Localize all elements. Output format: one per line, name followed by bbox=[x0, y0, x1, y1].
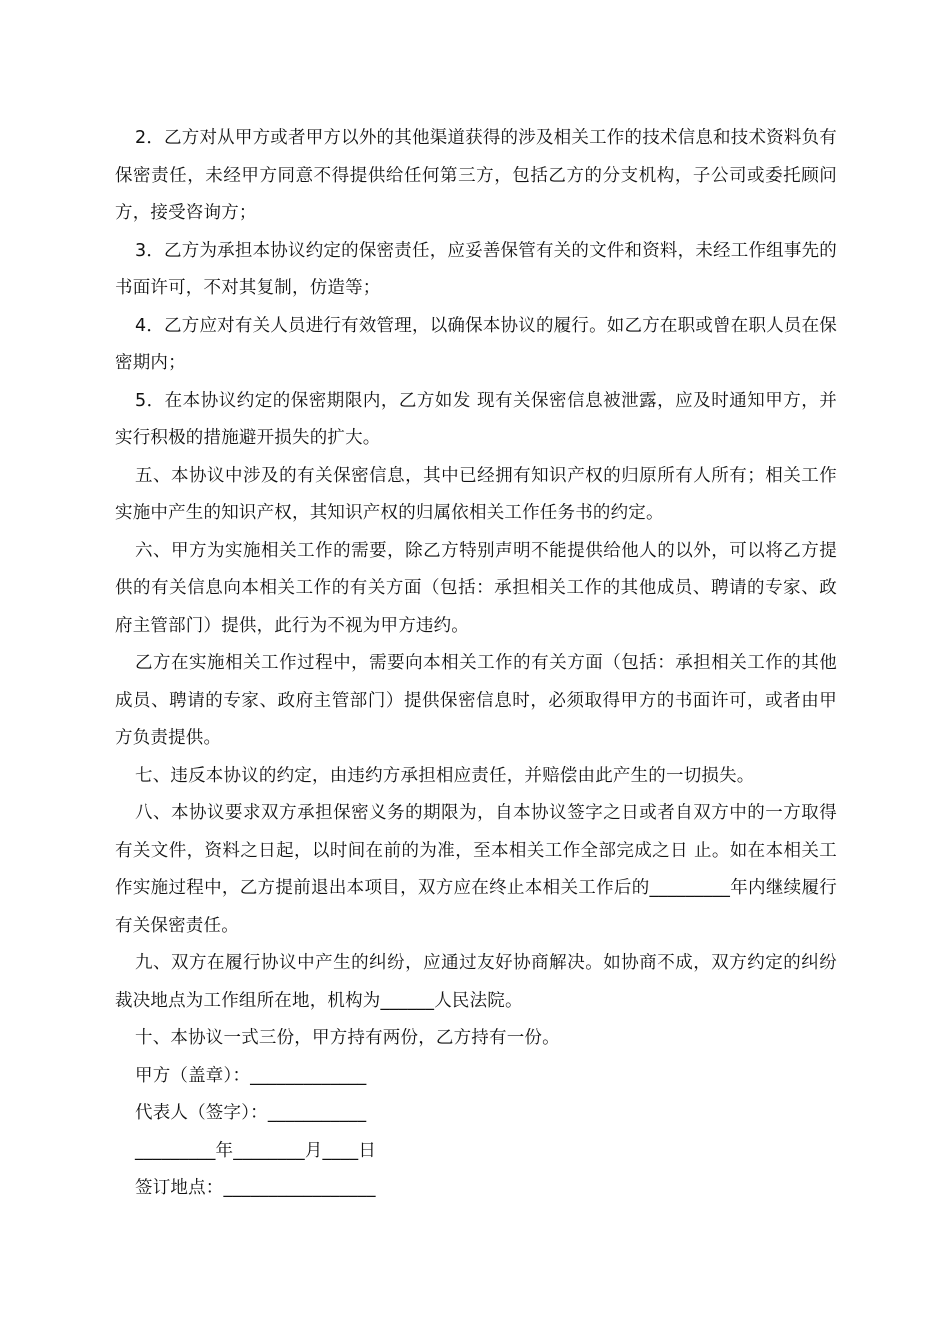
representative-signature-line: 代表人（签字）：___________ bbox=[135, 1103, 367, 1123]
clause-4-paragraph: 4．乙方应对有关人员进行有效管理，以确保本协议的履行。如乙方在职或曾在职人员在保密期内； bbox=[115, 315, 837, 373]
signing-date-line: _________年________月____日 bbox=[135, 1140, 377, 1161]
article-9-paragraph: 九、双方在履行协议中产生的纠纷，应通过友好协商解决。如协商不成，双方约定的纠纷裁决地点为工作组所在地，机构为______人民法院。 bbox=[115, 953, 837, 1011]
clause-5-paragraph: 5．在本协议约定的保密期限内，乙方如发 现有关保密信息被泄露，应及时通知甲方，并实行积极的措施避开损失的扩大。 bbox=[115, 390, 837, 448]
article-8-paragraph: 八、本协议要求双方承担保密义务的期限为，自本协议签字之日或者自双方中的一方取得有关文件，资料之日起，以时间在前的为准，至本相关工作全部完成之日 止。如在本相关工作实施过程中，乙方提前退出本项目，双方应在终止本相关工作后的_________年内继续履行有关保密责任。 bbox=[115, 803, 837, 936]
article-5-paragraph: 五、本协议中涉及的有关保密信息，其中已经拥有知识产权的归原所有人所有；相关工作实施中产生的知识产权，其知识产权的归属依相关工作任务书的约定。 bbox=[115, 465, 837, 523]
signing-place-line: 签订地点：_________________ bbox=[135, 1178, 376, 1198]
contract-body bbox=[115, 120, 837, 1208]
article-10-paragraph: 十、本协议一式三份，甲方持有两份，乙方持有一份。 bbox=[135, 1028, 560, 1048]
clause-2-paragraph: 2．乙方对从甲方或者甲方以外的其他渠道获得的涉及相关工作的技术信息和技术资料负有保密责任，未经甲方同意不得提供给任何第三方，包括乙方的分支机构，子公司或委托顾问方，接受咨询方； bbox=[115, 128, 837, 223]
article-6-supplement-paragraph: 乙方在实施相关工作过程中，需要向本相关工作的有关方面（包括：承担相关工作的其他成员、聘请的专家、政府主管部门）提供保密信息时，必须取得甲方的书面许可，或者由甲方负责提供。 bbox=[115, 653, 837, 748]
party-a-seal-line: 甲方（盖章）：_____________ bbox=[135, 1065, 367, 1086]
article-7-paragraph: 七、违反本协议的约定，由违约方承担相应责任，并赔偿由此产生的一切损失。 bbox=[135, 765, 755, 786]
clause-3-paragraph: 3．乙方为承担本协议约定的保密责任，应妥善保管有关的文件和资料，未经工作组事先的书面许可，不对其复制，仿造等； bbox=[115, 240, 837, 298]
article-6-paragraph: 六、甲方为实施相关工作的需要，除乙方特别声明不能提供给他人的以外，可以将乙方提供的有关信息向本相关工作的有关方面（包括：承担相关工作的其他成员、聘请的专家、政府主管部门）提供，此行为不视为甲方违约。 bbox=[115, 540, 837, 636]
